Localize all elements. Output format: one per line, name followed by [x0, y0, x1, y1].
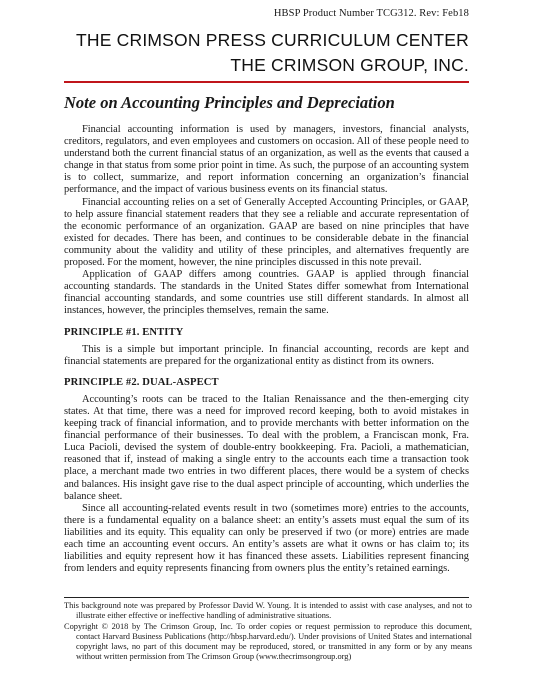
dual-aspect-paragraph: Accounting’s roots can be traced to the Italian Renaissance and the then-emerging city states. At that time, there was a need for improved record keeping, both to avoid mistakes in keeping track of financial information, and to provide merchants with better information on the financial performance of their businesses. To deal with the problem, a Franciscan monk, Fra. Luca Pacioli, devised the system of double-entry bookkeeping. Fra. Pacioli, a mathematician, reasoned that if, instead of making a single entry to the accounts each time a transaction took place, a merchant made two entries in two different places, there would be a system of checks and balances. His insight gave rise to the dual aspect principle of accounting, which underlies the balance sheet.: [64, 393, 469, 502]
copyright-notice: Copyright © 2018 by The Crimson Group, Inc. To order copies or request permission to reproduce this document, contact Harvard Business Publications (http://hbsp.harvard.edu/). Under provisions of United States and international copyright laws, no part of this document may be reproduced, stored, or transmitted in any form or by any means without written permission from The Crimson Group (www.thecrimsongroup.org): [64, 621, 472, 662]
org-name-line2: THE CRIMSON GROUP, INC.: [230, 55, 469, 75]
product-number: HBSP Product Number TCG312. Rev: Feb18: [273, 8, 469, 19]
intro-paragraph: Application of GAAP differs among countries. GAAP is applied through financial accounting standards. The standards in the United States differ somewhat from International financial accounting standards, and some countries use still different standards. In almost all instances, however, the principles themselves, remain the same.: [64, 269, 469, 317]
entity-paragraph: This is a simple but important principle. In financial accounting, records are kept and financial statements are prepared for the organizational entity as distinct from its owners.: [64, 343, 469, 367]
section-heading-dual-aspect: PRINCIPLE #2. DUAL-ASPECT: [64, 376, 219, 388]
document-title: Note on Accounting Principles and Depreciation: [64, 93, 395, 112]
intro-paragraph: Financial accounting relies on a set of Generally Accepted Accounting Principles, or GAAP, to help assure financial statement readers that they see a reliable and accurate representation of the economic performance of an organization. GAAP are based on nine principles that have existed for decades. There has been, and continues to be considerable debate in the financial community about the validity and utility of these principles, and alternatives frequently are proposed. For the moment, however, the nine principles discussed in this note prevail.: [64, 196, 469, 269]
header-rule: [64, 81, 469, 83]
section-heading-entity: PRINCIPLE #1. ENTITY: [64, 326, 184, 338]
footer-rule: [64, 597, 469, 598]
dual-aspect-paragraph: Since all accounting-related events result in two (sometimes more) entries to the accounts, there is a fundamental equality on a balance sheet: an entity’s assets must equal the sum of its liabilities and its equity. This equality can only be preserved if two (or more) entries are made each time an accounting event occurs. An entity’s assets are what it owns or has claim to; its liabilities and equity represent how it has financed these assets. Liabilities represent financing from lenders and equity represents financing from owners plus the entity’s retained earnings.: [64, 502, 469, 575]
org-name-line1: THE CRIMSON PRESS CURRICULUM CENTER: [76, 30, 469, 50]
intro-paragraph: Financial accounting information is used by managers, investors, financial analysts, creditors, regulators, and even employees and customers on occasion. All of these people need to understand both the current financial status of an organization, as well as the events that caused a change in that status from some prior point in time. As such, the purpose of an accounting system is to collect, summarize, and report information concerning an organization’s financial performance, and the impact of various business events on its financial status.: [64, 124, 469, 196]
footer: [64, 601, 472, 663]
footer-note: This background note was prepared by Professor David W. Young. It is intended to assist with case analyses, and not to illustrate either effective or ineffective handling of administrative situations.: [64, 601, 472, 621]
document-body: [64, 124, 469, 575]
